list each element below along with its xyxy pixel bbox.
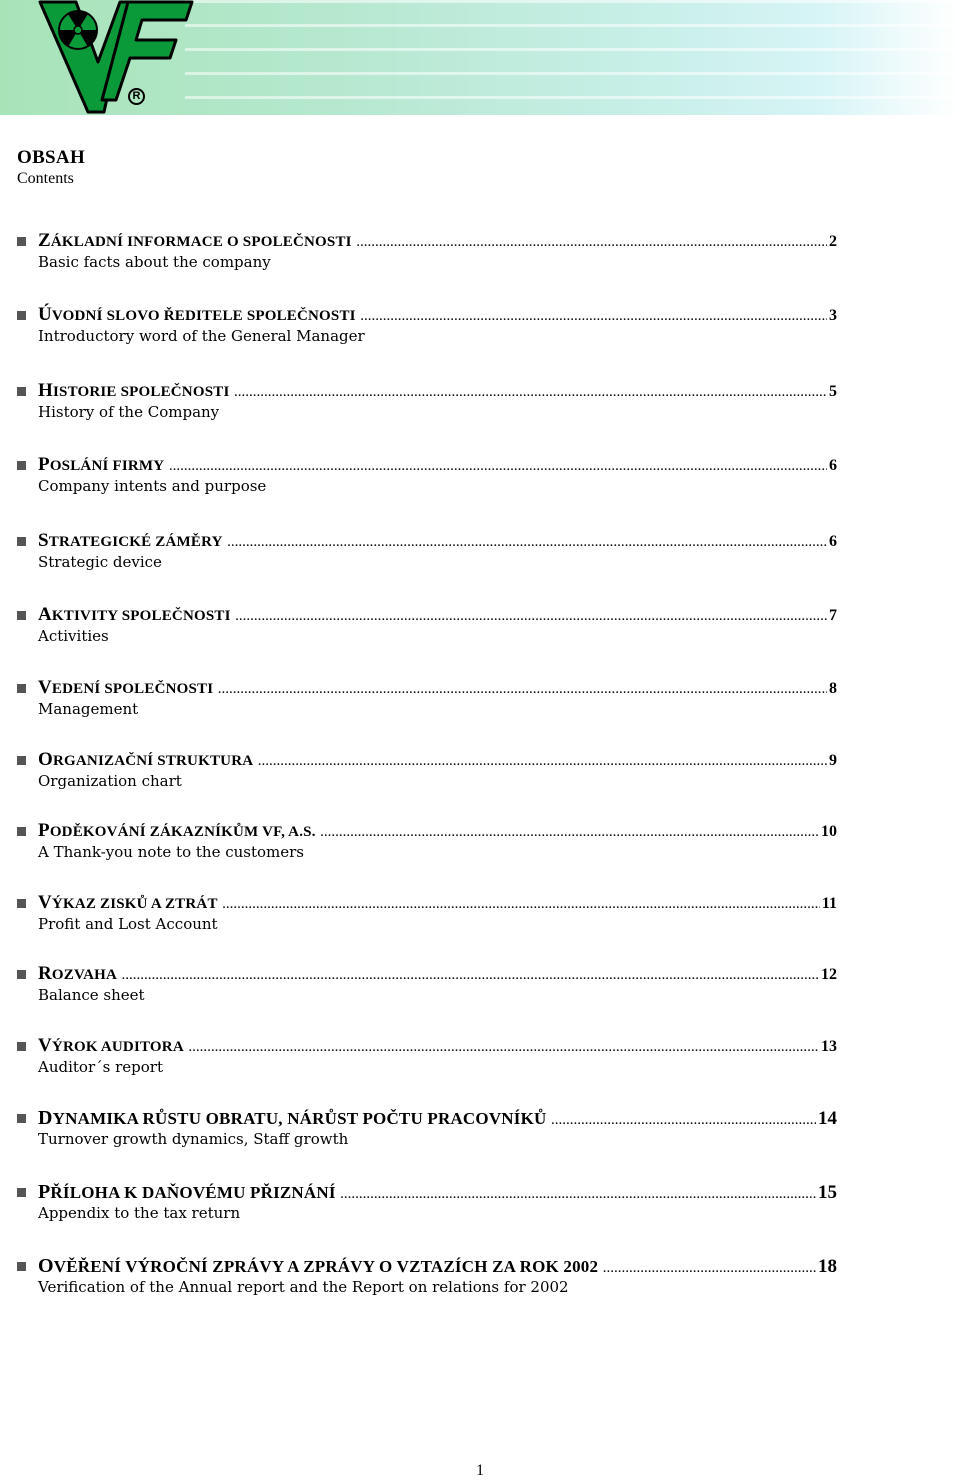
toc-entry-title: PODĚKOVÁNÍ ZÁKAZNÍKŮM VF, A.S. bbox=[38, 820, 316, 841]
toc-leader bbox=[361, 311, 827, 323]
toc-entry[interactable] bbox=[17, 530, 837, 572]
bullet-icon bbox=[17, 537, 26, 546]
bullet-icon bbox=[17, 311, 26, 320]
toc-leader bbox=[223, 899, 820, 911]
toc-entry[interactable] bbox=[17, 892, 837, 934]
bullet-icon bbox=[17, 827, 26, 836]
toc-leader bbox=[169, 461, 827, 473]
vf-logo bbox=[36, 0, 196, 115]
page-number: 1 bbox=[476, 1462, 484, 1479]
toc-entry-translation: Balance sheet bbox=[38, 986, 145, 1004]
toc-entry-title: AKTIVITY SPOLEČNOSTI bbox=[38, 604, 231, 625]
toc-entry-title: STRATEGICKÉ ZÁMĚRY bbox=[38, 530, 223, 551]
bullet-icon bbox=[17, 899, 26, 908]
toc-entry-page: 10 bbox=[821, 823, 837, 840]
toc-entry-title: ROZVAHA bbox=[38, 963, 118, 984]
bullet-icon bbox=[17, 387, 26, 396]
bullet-icon bbox=[17, 461, 26, 470]
toc-leader bbox=[341, 1189, 816, 1201]
toc-entry-title: HISTORIE SPOLEČNOSTI bbox=[38, 380, 230, 401]
toc-entry-title: POSLÁNÍ FIRMY bbox=[38, 454, 165, 475]
bullet-icon bbox=[17, 1188, 26, 1197]
toc-leader bbox=[189, 1042, 819, 1054]
logo-text: VF bbox=[96, 6, 98, 7]
bullet-icon bbox=[17, 756, 26, 765]
toc-entry-translation: Activities bbox=[38, 627, 109, 645]
toc-entry-page: 6 bbox=[829, 457, 837, 474]
toc-entry-page: 9 bbox=[829, 752, 837, 769]
header-banner bbox=[0, 0, 960, 115]
toc-entry[interactable] bbox=[17, 304, 837, 346]
toc-entry-page: 18 bbox=[818, 1256, 837, 1277]
toc-entry-title: OVĚŘENÍ VÝROČNÍ ZPRÁVY A ZPRÁVY O VZTAZÍCH ZA ROK 2002 bbox=[38, 1255, 599, 1277]
toc-entry-title: PŘÍLOHA K DAŇOVÉMU PŘIZNÁNÍ bbox=[38, 1181, 336, 1203]
toc-entry-translation: Introductory word of the General Manager bbox=[38, 327, 365, 345]
page-title-text: OBSAH bbox=[17, 147, 86, 168]
toc-entry[interactable] bbox=[17, 1255, 837, 1297]
toc-entry-translation: Turnover growth dynamics, Staff growth bbox=[38, 1130, 349, 1148]
toc-entry-translation: Company intents and purpose bbox=[38, 477, 267, 495]
toc-entry[interactable] bbox=[17, 380, 837, 422]
toc-entry-title: ZÁKLADNÍ INFORMACE O SPOLEČNOSTI bbox=[38, 230, 352, 251]
toc-entry[interactable] bbox=[17, 677, 837, 719]
toc-entry-translation: History of the Company bbox=[38, 403, 220, 421]
bullet-icon bbox=[17, 970, 26, 979]
toc-entry-page: 14 bbox=[818, 1108, 837, 1129]
toc-entry-title: VEDENÍ SPOLEČNOSTI bbox=[38, 677, 214, 698]
toc-entry-title: VÝKAZ ZISKŮ A ZTRÁT bbox=[38, 892, 218, 913]
toc-entry-title: DYNAMIKA RŮSTU OBRATU, NÁRŮST POČTU PRACOVNÍKŮ bbox=[38, 1107, 547, 1129]
toc-entry-page: 7 bbox=[829, 607, 837, 624]
toc-entry-translation: Strategic device bbox=[38, 553, 162, 571]
toc-entry-translation: Organization chart bbox=[38, 772, 182, 790]
toc-leader bbox=[235, 387, 828, 399]
toc-leader bbox=[228, 537, 827, 549]
toc-entry-translation: Auditor´s report bbox=[38, 1058, 163, 1076]
toc-entry-translation: Profit and Lost Account bbox=[38, 915, 218, 933]
toc-entry-page: 6 bbox=[829, 533, 837, 550]
toc-entry-page: 5 bbox=[829, 383, 837, 400]
contents-title-block bbox=[17, 147, 85, 188]
toc-entry-title: VÝROK AUDITORA bbox=[38, 1035, 184, 1056]
toc-entry-page: 3 bbox=[829, 307, 837, 324]
registered-mark: R bbox=[128, 88, 145, 105]
toc-entry-translation: Appendix to the tax return bbox=[38, 1204, 241, 1222]
toc-entry-page: 8 bbox=[829, 680, 837, 697]
toc-entry[interactable] bbox=[17, 963, 837, 1005]
toc-entry-page: 13 bbox=[821, 1038, 837, 1055]
toc-leader bbox=[603, 1263, 816, 1275]
toc-entry-title: ÚVODNÍ SLOVO ŘEDITELE SPOLEČNOSTI bbox=[38, 304, 356, 325]
toc-entry-page: 12 bbox=[821, 966, 837, 983]
toc-entry[interactable] bbox=[17, 1107, 837, 1149]
toc-leader bbox=[357, 237, 827, 249]
bullet-icon bbox=[17, 1262, 26, 1271]
toc-entry[interactable] bbox=[17, 1181, 837, 1223]
bullet-icon bbox=[17, 1042, 26, 1051]
toc-entry-translation: A Thank-you note to the customers bbox=[38, 843, 305, 861]
toc-entry[interactable] bbox=[17, 604, 837, 646]
bullet-icon bbox=[17, 611, 26, 620]
toc-entry-translation: Management bbox=[38, 700, 139, 718]
toc-leader bbox=[321, 827, 819, 839]
toc-entry[interactable] bbox=[17, 820, 837, 862]
radiation-icon bbox=[59, 11, 97, 49]
toc-entry[interactable] bbox=[17, 230, 837, 272]
toc-entry-page: 2 bbox=[829, 233, 837, 250]
bullet-icon bbox=[17, 1114, 26, 1123]
header-stripes bbox=[185, 0, 960, 115]
toc-leader bbox=[552, 1115, 816, 1127]
toc-entry-translation: Verification of the Annual report and the Report on relations for 2002 bbox=[38, 1278, 569, 1296]
toc-entry[interactable] bbox=[17, 454, 837, 496]
toc-entry[interactable] bbox=[17, 1035, 837, 1077]
toc-entry-page: 15 bbox=[818, 1182, 837, 1203]
toc-leader bbox=[218, 684, 827, 696]
bullet-icon bbox=[17, 237, 26, 246]
toc-leader bbox=[236, 611, 827, 623]
toc-entry-page: 11 bbox=[821, 895, 837, 912]
toc-leader bbox=[258, 756, 827, 768]
page-subtitle: Contents bbox=[17, 170, 74, 187]
toc-leader bbox=[122, 970, 819, 982]
page-title bbox=[17, 147, 85, 169]
toc-entry[interactable] bbox=[17, 749, 837, 791]
bullet-icon bbox=[17, 684, 26, 693]
toc-entry-translation: Basic facts about the company bbox=[38, 253, 271, 271]
toc-entry-title: ORGANIZAČNÍ STRUKTURA bbox=[38, 749, 254, 770]
